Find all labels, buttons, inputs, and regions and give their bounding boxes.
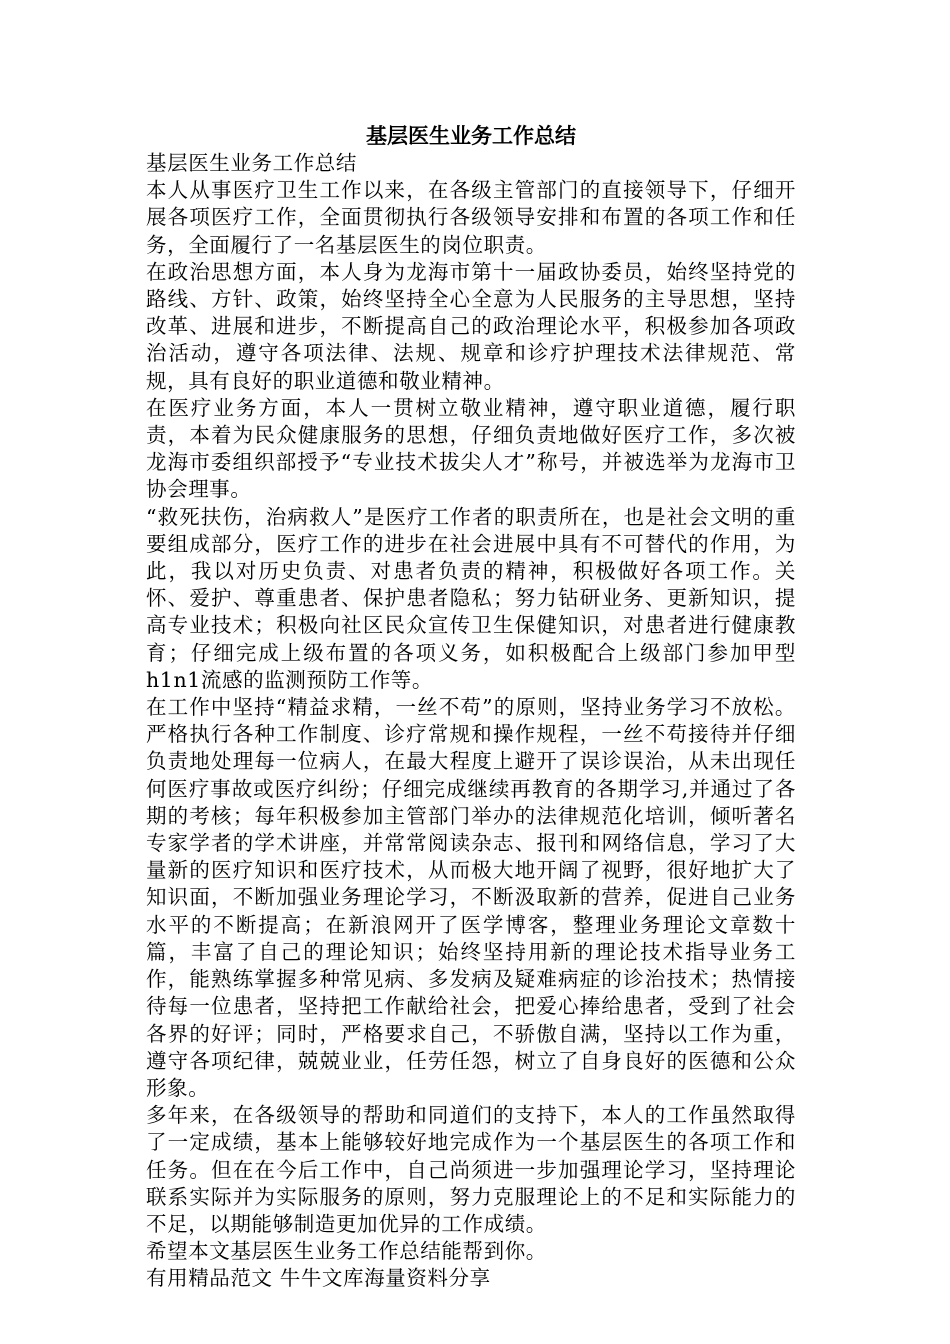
closing-line: 希望本文基层医生业务工作总结能帮到你。 — [146, 1239, 547, 1264]
footer-line: 有用精品范文 牛牛文库海量资料分享 — [146, 1266, 491, 1291]
paragraph-responsibility: “救死扶伤，治病救人”是医疗工作者的职责所在，也是社会文明的重要组成部分，医疗工作的进步在社会进展中具有不可替代的作用，为此，我以对历史负责、对患者负责的精神，积极做好各项工作。关怀、爱护、尊重患者、保护患者隐私；努力钻研业务、更新知识，提高专业技术；积极向社区民众宣传卫生保健知识，对患者进行健康教育；仔细完成上级布置的各项义务，如积极配合上级部门参加甲型h1n1流感的监测预防工作等。 — [146, 504, 796, 692]
document-title: 基层医生业务工作总结 — [366, 124, 576, 148]
document-page — [146, 120, 796, 1293]
paragraph-work-principles: 在工作中坚持“精益求精，一丝不苟”的原则，坚持业务学习不放松。严格执行各种工作制度、诊疗常规和操作规程，一丝不苟接待并仔细负责地处理每一位病人，在最大程度上避开了误诊误治，从未出现任何医疗事故或医疗纠纷；仔细完成继续再教育的各期学习,并通过了各期的考核；每年积极参加主管部门举办的法律规范化培训，倾听著名专家学者的学术讲座，并常常阅读杂志、报刊和网络信息，学习了大量新的医疗知识和医疗技术，从而极大地开阔了视野，很好地扩大了知识面，不断加强业务理论学习，不断汲取新的营养，促进自己业务水平的不断提高；在新浪网开了医学博客，整理业务理论文章数十篇，丰富了自己的理论知识；始终坚持用新的理论技术指导业务工作，能熟练掌握多种常见病、多发病及疑难病症的诊治技术；热情接待每一位患者，坚持把工作献给社会，把爱心捧给患者，受到了社会各界的好评；同时，严格要求自己，不骄傲自满，坚持以工作为重，遵守各项纪律，兢兢业业，任劳任怨，树立了自身良好的医德和公众形象。 — [146, 695, 796, 1100]
paragraph-medical-business: 在医疗业务方面，本人一贯树立敬业精神，遵守职业道德，履行职责，本着为民众健康服务的思想，仔细负责地做好医疗工作，多次被龙海市委组织部授予“专业技术拔尖人才”称号，并被选举为龙海市卫协会理事。 — [146, 395, 796, 502]
paragraph-political: 在政治思想方面，本人身为龙海市第十一届政协委员，始终坚持党的路线、方针、政策，始终坚持全心全意为人民服务的主导思想，坚持改革、进展和进步，不断提高自己的政治理论水平，积极参加各项政治活动，遵守各项法律、法规、规章和诊疗护理技术法律规范、常规，具有良好的职业道德和敬业精神。 — [146, 259, 796, 393]
document-subtitle: 基层医生业务工作总结 — [146, 151, 357, 175]
paragraph-conclusion: 多年来，在各级领导的帮助和同道们的支持下，本人的工作虽然取得了一定成绩，基本上能够较好地完成作为一个基层医生的各项工作和任务。但在在今后工作中，自己尚须进一步加强理论学习，坚持理论联系实际并为实际服务的原则，努力克服理论上的不足和实际能力的不足，以期能够制造更加优异的工作成绩。 — [146, 1103, 796, 1236]
paragraph-intro: 本人从事医疗卫生工作以来，在各级主管部门的直接领导下，仔细开展各项医疗工作，全面贯彻执行各级领导安排和布置的各项工作和任务，全面履行了一名基层医生的岗位职责。 — [146, 178, 796, 257]
